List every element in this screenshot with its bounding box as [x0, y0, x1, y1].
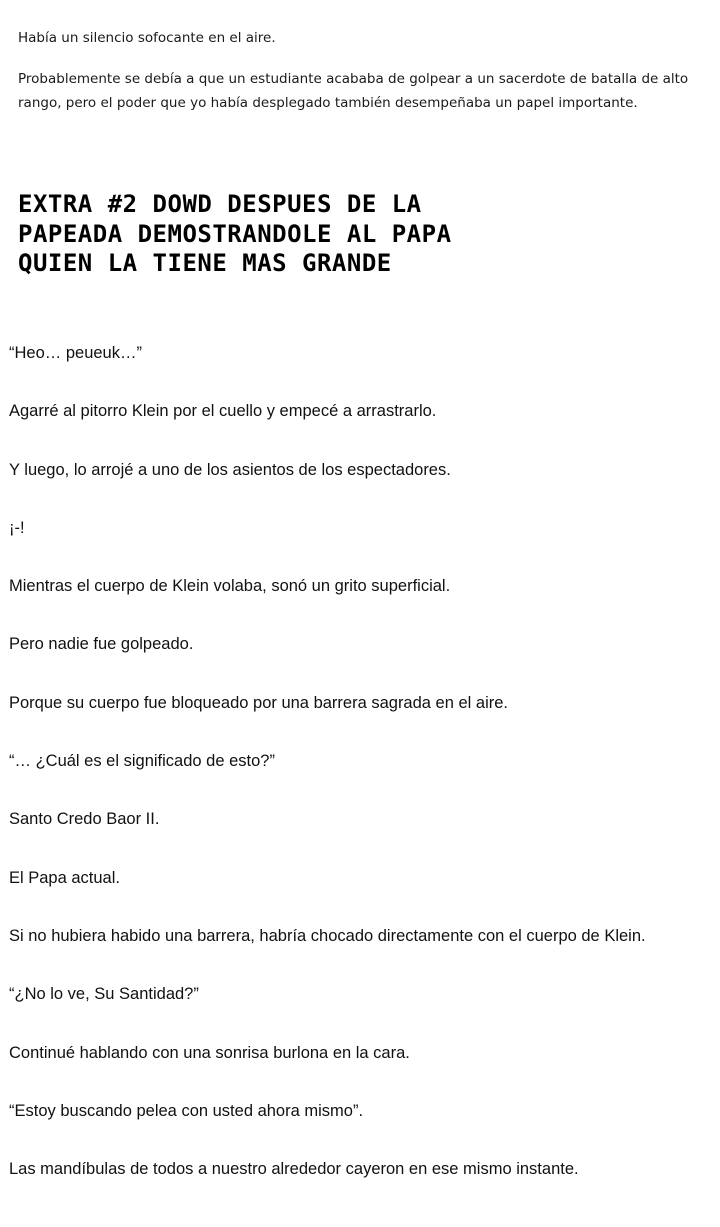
- story-paragraph: Pero nadie fue golpeado.: [9, 635, 194, 654]
- extra-title-line-1: EXTRA #2 DOWD DESPUES DE LA: [18, 190, 422, 218]
- extra-title-line-2: PAPEADA DEMOSTRANDOLE AL PAPA: [18, 219, 452, 248]
- story-paragraph: ¡-!: [9, 518, 25, 537]
- story-paragraph: Y luego, lo arrojé a uno de los asientos de los espectadores.: [9, 460, 451, 479]
- extra-title-line-3: QUIEN LA TIENE MAS GRANDE: [18, 249, 392, 277]
- intro-text-block: [18, 26, 708, 115]
- extra-chapter-title: [18, 190, 538, 279]
- story-paragraph: Santo Credo Baor II.: [9, 810, 160, 829]
- story-paragraph: Mientras el cuerpo de Klein volaba, sonó un grito superficial.: [9, 577, 451, 596]
- story-paragraph: “Heo… peueuk…”: [9, 344, 142, 362]
- story-paragraph: El Papa actual.: [9, 868, 120, 887]
- story-paragraph: “Estoy buscando pelea con usted ahora mismo”.: [9, 1101, 364, 1120]
- story-paragraph: Si no hubiera habido una barrera, habría chocado directamente con el cuerpo de Klein.: [9, 926, 646, 945]
- story-paragraph: “¿No lo ve, Su Santidad?”: [9, 985, 199, 1004]
- story-paragraph: Continué hablando con una sonrisa burlona en la cara.: [9, 1043, 410, 1062]
- story-paragraph: Agarré al pitorro Klein por el cuello y empecé a arrastrarlo.: [9, 402, 437, 421]
- story-paragraph: Las mandíbulas de todos a nuestro alrededor cayeron en ese mismo instante.: [9, 1160, 579, 1179]
- story-paragraph: “… ¿Cuál es el significado de esto?”: [9, 752, 275, 771]
- story-paragraph: Porque su cuerpo fue bloqueado por una barrera sagrada en el aire.: [9, 693, 509, 712]
- story-text-block: [9, 341, 717, 1215]
- intro-paragraph-1: Había un silencio sofocante en el aire.: [18, 30, 276, 46]
- intro-paragraph-2: Probablemente se debía a que un estudiante acababa de golpear a un sacerdote de batalla de alto rango, pero el poder que yo había desplegado también desempeñaba un papel importante.: [18, 71, 689, 111]
